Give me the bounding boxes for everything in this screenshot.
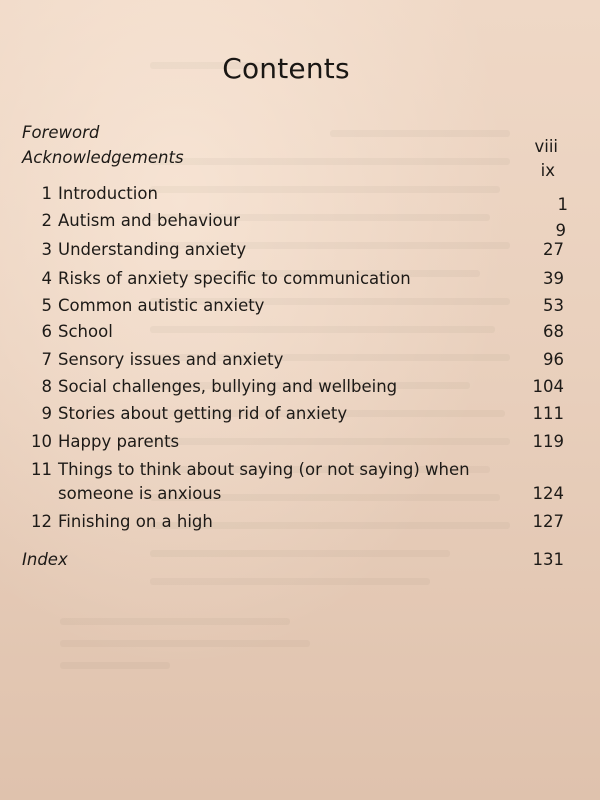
toc-entry-title: Understanding anxiety xyxy=(58,240,247,259)
toc-entry-index xyxy=(0,549,600,575)
toc-entry-title: Introduction xyxy=(58,184,158,203)
toc-entry-number: 6 xyxy=(41,322,52,341)
toc-entry-title: Foreword xyxy=(22,123,100,142)
toc-entry-number: 5 xyxy=(41,296,52,315)
toc-entry-chapter-8 xyxy=(0,376,600,402)
toc-entry-title: Sensory issues and anxiety xyxy=(58,350,284,369)
toc-entry-title: Index xyxy=(22,550,68,569)
toc-entry-page: 9 xyxy=(555,221,566,240)
toc-entry-chapter-7 xyxy=(0,349,600,375)
page-title: Contents xyxy=(222,52,350,85)
toc-entry-page: 119 xyxy=(532,432,564,451)
toc-entry-page: 96 xyxy=(543,350,564,369)
toc-entry-title: Stories about getting rid of anxiety xyxy=(58,404,348,423)
toc-entry-number: 4 xyxy=(41,269,52,288)
toc-entry-title-line-2: someone is anxious xyxy=(58,484,222,503)
toc-entry-chapter-3 xyxy=(0,239,600,265)
toc-entry-chapter-4 xyxy=(0,268,600,294)
toc-entry-number: 7 xyxy=(41,350,52,369)
toc-entry-number: 10 xyxy=(31,432,52,451)
toc-entry-page: 104 xyxy=(532,377,564,396)
toc-entry-chapter-10 xyxy=(0,431,600,457)
toc-entry-page: ix xyxy=(540,161,555,180)
toc-entry-number: 2 xyxy=(41,211,52,230)
toc-entry-chapter-5 xyxy=(0,295,600,321)
toc-entry-title: Common autistic anxiety xyxy=(58,296,265,315)
toc-entry-title: Social challenges, bullying and wellbeing xyxy=(58,377,398,396)
toc-entry-title: Happy parents xyxy=(58,432,180,451)
toc-entry-page: 127 xyxy=(532,512,564,531)
toc-entry-number: 3 xyxy=(41,240,52,259)
toc-entry-number: 1 xyxy=(41,184,52,203)
toc-entry-title: Risks of anxiety specific to communication xyxy=(58,269,411,288)
toc-entry-page: 27 xyxy=(543,240,564,259)
toc-entry-chapter-12 xyxy=(0,511,600,537)
toc-entry-page: viii xyxy=(534,137,558,156)
toc-entry-page: 1 xyxy=(557,195,568,214)
toc-entry-title-line-1: Things to think about saying (or not saying) when xyxy=(58,460,470,479)
toc-entry-chapter-6 xyxy=(0,321,600,347)
toc-entry-page: 131 xyxy=(532,550,564,569)
toc-entry-page: 111 xyxy=(532,404,564,423)
toc-entry-title: Acknowledgements xyxy=(22,148,184,167)
toc-entry-page: 39 xyxy=(543,269,564,288)
toc-entry-title: Finishing on a high xyxy=(58,512,213,531)
toc-entry-number: 8 xyxy=(41,377,52,396)
toc-entry-page: 53 xyxy=(543,296,564,315)
toc-entry-number: 12 xyxy=(31,512,52,531)
toc-entry-number: 11 xyxy=(31,460,52,479)
toc-entry-title: School xyxy=(58,322,113,341)
toc-entry-chapter-11 xyxy=(0,459,600,511)
toc-entry-page: 68 xyxy=(543,322,564,341)
toc-entry-chapter-9 xyxy=(0,403,600,429)
toc-entry-number: 9 xyxy=(41,404,52,423)
toc-entry-title: Autism and behaviour xyxy=(58,211,240,230)
toc-entry-page: 124 xyxy=(532,484,564,503)
